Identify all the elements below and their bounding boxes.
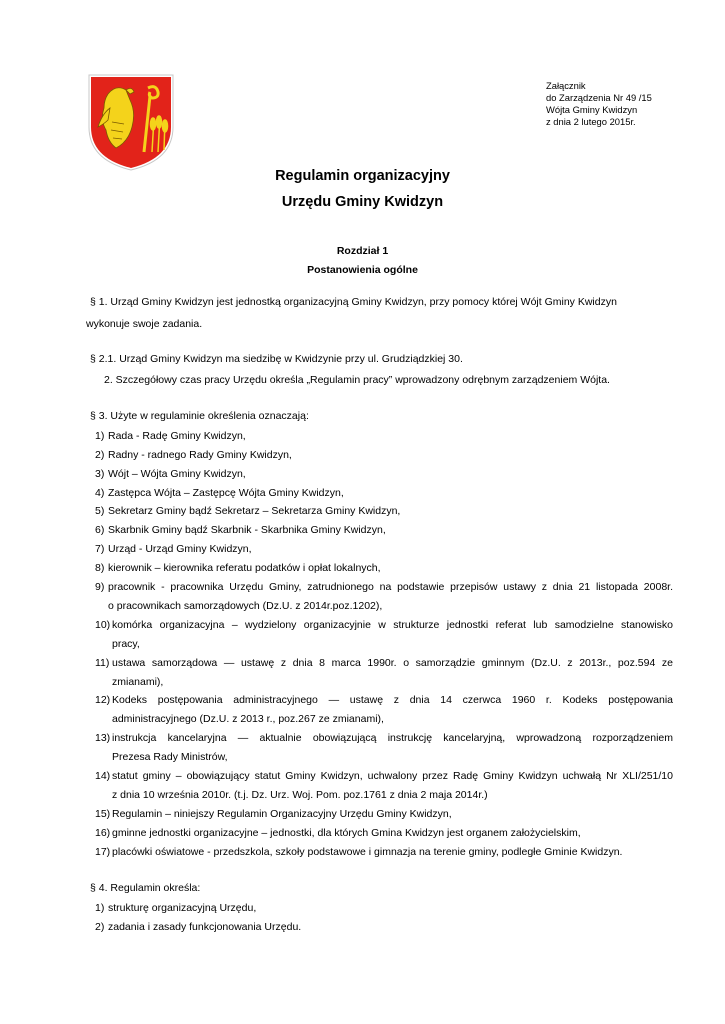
coat-of-arms-icon xyxy=(86,72,176,172)
list-number: 16) xyxy=(95,827,111,839)
list-text: z dnia 10 września 2010r. (t.j. Dz. Urz. Woj. Pom. poz.1761 z dnia 2 maja 2014r.) xyxy=(112,789,488,801)
attachment-line: Załącznik xyxy=(546,80,586,91)
list-text: Radny - radnego Rady Gminy Kwidzyn, xyxy=(108,449,292,461)
section-1-line: wykonuje swoje zadania. xyxy=(86,318,203,330)
list-number: 5) xyxy=(95,505,105,517)
section-2-line: 2. Szczegółowy czas pracy Urzędu określa „Regulamin pracy” wprowadzony odrębnym zarządzeniem Wójta. xyxy=(104,374,610,386)
list-text: placówki oświatowe - przedszkola, szkoły podstawowe i gimnazja na terenie gminy, podległe Gminie Kwidzyn. xyxy=(112,846,623,858)
attachment-line: Wójta Gminy Kwidzyn xyxy=(546,104,638,115)
chapter-number: Rozdział 1 xyxy=(336,245,389,257)
list-text: ustawa samorządowa — ustawę z dnia 8 marca 1990r. o samorządzie gminnym (Dz.U. z 2013r., poz.594 ze xyxy=(112,657,673,669)
list-text: pracy, xyxy=(112,638,140,650)
list-text: strukturę organizacyjną Urzędu, xyxy=(108,902,257,914)
chapter-name: Postanowienia ogólne xyxy=(307,264,418,276)
document-title: Regulamin organizacyjny xyxy=(275,168,450,184)
list-number: 13) xyxy=(95,732,111,744)
list-text: Skarbnik Gminy bądź Skarbnik - Skarbnika Gminy Kwidzyn, xyxy=(108,524,386,536)
list-text: Rada - Radę Gminy Kwidzyn, xyxy=(108,430,246,442)
attachment-note xyxy=(546,80,652,128)
list-text: zadania i zasady funkcjonowania Urzędu. xyxy=(108,921,302,933)
attachment-line: do Zarządzenia Nr 49 /15 xyxy=(546,92,652,103)
section-1-line: § 1. Urząd Gminy Kwidzyn jest jednostką organizacyjną Gminy Kwidzyn, przy pomocy której Wójt Gminy Kwidzyn xyxy=(90,296,617,308)
list-number: 15) xyxy=(95,808,111,820)
list-text: administracyjnego (Dz.U. z 2013 r., poz.267 ze zmianami), xyxy=(112,713,384,725)
list-text: Wójt – Wójta Gminy Kwidzyn, xyxy=(108,468,246,480)
list-number: 10) xyxy=(95,619,111,631)
list-number: 4) xyxy=(95,487,105,499)
attachment-line: z dnia 2 lutego 2015r. xyxy=(546,116,636,127)
list-number: 7) xyxy=(95,543,105,555)
section-4-intro: § 4. Regulamin określa: xyxy=(90,882,201,894)
list-text: o pracownikach samorządowych (Dz.U. z 2014r.poz.1202), xyxy=(108,600,383,612)
list-number: 14) xyxy=(95,770,111,782)
list-text: zmianami), xyxy=(112,676,164,688)
list-number: 1) xyxy=(95,430,105,442)
list-number: 6) xyxy=(95,524,105,536)
list-number: 8) xyxy=(95,562,105,574)
list-number: 1) xyxy=(95,902,105,914)
list-text: pracownik - pracownika Urzędu Gminy, zatrudnionego na podstawie przepisów ustawy z dnia 21 listopada 2008r. xyxy=(108,581,673,593)
list-text: instrukcja kancelaryjna — aktualnie obowiązującą instrukcję kancelaryjną, wprowadzoną rozporządzeniem xyxy=(112,732,673,744)
list-text: Prezesa Rady Ministrów, xyxy=(112,751,228,763)
list-text: statut gminy – obowiązujący statut Gminy Kwidzyn, uchwalony przez Radę Gminy Kwidzyn uchwałą Nr XLI/251/10 xyxy=(112,770,673,782)
list-text: gminne jednostki organizacyjne – jednostki, dla których Gmina Kwidzyn jest organem założycielskim, xyxy=(112,827,581,839)
list-text: Sekretarz Gminy bądź Sekretarz – Sekretarza Gminy Kwidzyn, xyxy=(108,505,401,517)
list-number: 2) xyxy=(95,449,105,461)
list-number: 9) xyxy=(95,581,105,593)
list-text: Regulamin – niniejszy Regulamin Organizacyjny Urzędu Gminy Kwidzyn, xyxy=(112,808,452,820)
list-text: Zastępca Wójta – Zastępcę Wójta Gminy Kwidzyn, xyxy=(108,487,344,499)
list-text: kierownik – kierownika referatu podatków i opłat lokalnych, xyxy=(108,562,381,574)
section-2-line: § 2.1. Urząd Gminy Kwidzyn ma siedzibę w Kwidzynie przy ul. Grudziądzkiej 30. xyxy=(90,353,463,365)
document-subtitle: Urzędu Gminy Kwidzyn xyxy=(281,194,444,210)
list-number: 17) xyxy=(95,846,111,858)
list-text: Kodeks postępowania administracyjnego — ustawę z dnia 14 czerwca 1960 r. Kodeks postępowania xyxy=(112,694,673,706)
section-3-intro: § 3. Użyte w regulaminie określenia oznaczają: xyxy=(90,410,309,422)
list-number: 11) xyxy=(95,657,110,669)
list-number: 12) xyxy=(95,694,111,706)
list-text: komórka organizacyjna – wydzielony organizacyjnie w strukturze jednostki referat lub samodzielne stanowisko xyxy=(112,619,673,631)
list-number: 3) xyxy=(95,468,105,480)
list-text: Urząd - Urząd Gminy Kwidzyn, xyxy=(108,543,252,555)
list-number: 2) xyxy=(95,921,105,933)
